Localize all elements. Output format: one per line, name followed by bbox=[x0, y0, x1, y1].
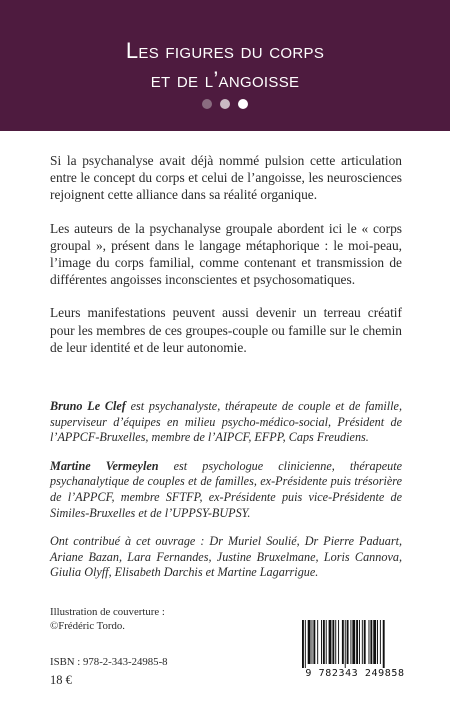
illustration-credit: ©Frédéric Tordo. bbox=[50, 620, 126, 632]
barcode bbox=[296, 618, 414, 684]
book-title bbox=[0, 0, 450, 94]
author-name-1: Bruno Le Clef bbox=[50, 399, 126, 413]
barcode-digits: 9 782343 249858 bbox=[305, 668, 405, 679]
summary-paragraph-2: Les auteurs de la psychanalyse groupale abordent ici le « corps groupal », présent dans le langage métaphorique : le moi-peau, l’image du corps familial, comme contenant et transmission de différentes angoisses inconscientes et psychosomatiques. bbox=[50, 220, 402, 288]
book-title-line-2: et de l’angoisse bbox=[150, 67, 300, 92]
barcode-icon bbox=[296, 618, 414, 668]
author-bio-1-text: est psychanalyste, thérapeute de couple et de famille, superviseur d’équipes en milieu psycho-médico-social, Président de l’APPCF-Bruxelles, membre de l’AIPCF, EFPP, Caps Freudiens. bbox=[50, 399, 402, 445]
barcode-bar bbox=[326, 620, 327, 664]
illustration-label: Illustration de couverture : bbox=[50, 606, 165, 618]
barcode-bar bbox=[373, 620, 376, 664]
price: 18 € bbox=[50, 673, 72, 687]
barcode-bar bbox=[377, 620, 378, 664]
barcode-bar bbox=[356, 620, 358, 664]
barcode-bar bbox=[352, 620, 355, 664]
barcode-bar bbox=[305, 620, 306, 668]
isbn: ISBN : 978-2-343-24985-8 bbox=[50, 656, 168, 668]
barcode-bar bbox=[313, 620, 315, 664]
barcode-bar bbox=[380, 620, 381, 664]
barcode-bar bbox=[312, 620, 313, 664]
barcode-bar bbox=[329, 620, 332, 664]
barcode-bar bbox=[332, 620, 334, 664]
barcode-bar bbox=[338, 620, 339, 664]
barcode-bar bbox=[370, 620, 372, 664]
barcode-bar bbox=[317, 620, 318, 664]
author-bios bbox=[50, 399, 402, 594]
barcode-bar bbox=[350, 620, 351, 664]
barcode-bar bbox=[302, 620, 304, 668]
author-bio-2-text: est psychologue clinicienne, thérapeute psychanalytique de couples et de familles, ex-Présidente puis trésorière de l’APPCF, membre SFTFP, ex-Présidente puis vice-Présidente de Similes-Bruxelles et de l’UPPSY-BUPSY. bbox=[50, 458, 402, 520]
barcode-bar bbox=[345, 620, 346, 668]
barcode-bar bbox=[364, 620, 366, 664]
illustration-credits bbox=[50, 605, 165, 633]
barcode-bar bbox=[347, 620, 349, 664]
barcode-bar bbox=[335, 620, 336, 664]
decorative-dots bbox=[0, 99, 450, 109]
summary-paragraph-1: Si la psychanalyse avait déjà nommé pulsion cette articulation entre le concept du corps et celui de l’angoisse, les neurosciences rejoignent cette alliance dans sa réalité organique. bbox=[50, 153, 402, 203]
barcode-bar bbox=[383, 620, 385, 668]
book-title-line-1: Les figures du corps bbox=[125, 38, 325, 63]
author-name-2: Martine Vermeylen bbox=[50, 458, 159, 473]
contributors: Ont contribué à cet ouvrage : Dr Muriel Soulié, Dr Pierre Paduart, Ariane Bazan, Lara Fernandes, Justine Bruxelmane, Loris Cannova, Giulia Olyff, Elisabeth Darchis et Martine Lagarrigue. bbox=[50, 534, 402, 580]
cover-header bbox=[0, 0, 450, 131]
author-bio-2 bbox=[50, 459, 402, 521]
summary-paragraph-3: Leurs manifestations peuvent aussi devenir un terreau créatif pour les membres de ces groupes-couple ou famille sur le chemin de leur identité et de leur autonomie. bbox=[50, 305, 402, 355]
barcode-bar bbox=[369, 620, 370, 664]
dot-icon bbox=[202, 99, 212, 109]
dot-icon bbox=[220, 99, 230, 109]
author-bio-1 bbox=[50, 399, 402, 446]
barcode-bar bbox=[342, 620, 344, 664]
barcode-bar bbox=[321, 620, 322, 664]
barcode-bar bbox=[362, 620, 363, 664]
barcode-bar bbox=[359, 620, 360, 664]
summary-text bbox=[50, 152, 402, 372]
barcode-bar bbox=[323, 620, 325, 664]
dot-icon bbox=[238, 99, 248, 109]
barcode-bar bbox=[308, 620, 311, 664]
